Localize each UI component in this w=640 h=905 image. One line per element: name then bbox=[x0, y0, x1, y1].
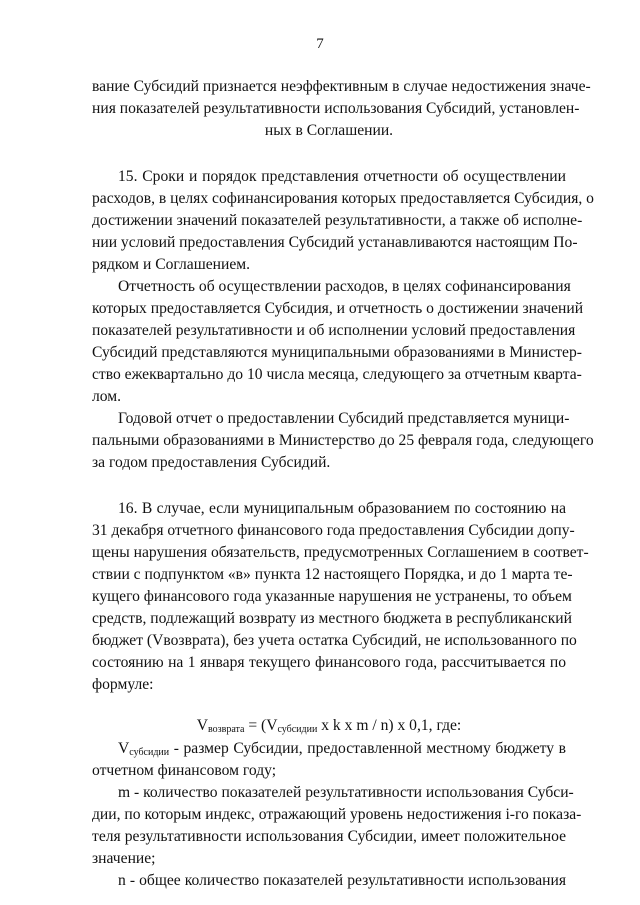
text-line: щены нарушения обязательств, предусмотренных Соглашением в соответ- bbox=[92, 544, 589, 561]
definition-v-subsidii: $V_{субсидии}$ - размер Субсидии, предоставленной местному бюджету в bbox=[118, 740, 566, 758]
text-line: значение; bbox=[92, 850, 156, 867]
formula: $V_{возврата} = (V_{субсидии}$ x k x m / n) x 0,1, где: bbox=[196, 717, 462, 735]
text-line: ных в Соглашении. bbox=[264, 122, 394, 139]
text-line: достижении значений показателей результативности, а также об исполне- bbox=[92, 212, 583, 229]
text-line: состоянию на 1 января текущего финансового года, рассчитывается по bbox=[92, 654, 566, 671]
text-line: отчетном финансовом году; bbox=[92, 762, 277, 779]
text-line: 16. В случае, если муниципальным образованием по состоянию на bbox=[118, 500, 566, 517]
text-line: вание Субсидий признается неэффективным в случае недостижения значе- bbox=[92, 78, 591, 95]
text-line: теля результативности использования Субсидии, имеет положительное bbox=[92, 828, 566, 845]
text-line: рядком и Соглашением. bbox=[92, 256, 251, 273]
text-line: ствии с подпунктом «в» пункта 12 настоящего Порядка, и до 1 марта те- bbox=[92, 566, 573, 583]
text-line: 15. Сроки и порядок представления отчетности об осуществлении bbox=[118, 168, 566, 185]
text-line: пальными образованиями в Министерство до 25 февраля года, следующего bbox=[92, 432, 594, 449]
text-line: лом. bbox=[92, 388, 122, 405]
text-line: кущего финансового года указанные нарушения не устранены, то объем bbox=[92, 588, 572, 605]
text-line: показателей результативности и об исполнении условий предоставления bbox=[92, 322, 576, 339]
text-line: за годом предоставления Субсидий. bbox=[92, 454, 331, 471]
text-line: формуле: bbox=[92, 676, 154, 693]
text-line: дии, по которым индекс, отражающий уровень недостижения i-го показа- bbox=[92, 806, 582, 823]
page-number: 7 bbox=[316, 36, 324, 52]
text-line: m - количество показателей результативности использования Субси- bbox=[118, 784, 574, 801]
text-line: бюджет (Vвозврата), без учета остатка Субсидий, не использованного по bbox=[92, 632, 577, 649]
text-line: нии условий предоставления Субсидий устанавливаются настоящим По- bbox=[92, 234, 578, 251]
text-line: ство ежеквартально до 10 числа месяца, следующего за отчетным кварта- bbox=[92, 366, 582, 383]
text-line: n - общее количество показателей результативности использования bbox=[118, 872, 566, 889]
text-line: Годовой отчет о предоставлении Субсидий представляется муници- bbox=[118, 410, 570, 427]
text-line: которых предоставляется Субсидия, и отчетность о достижении значений bbox=[92, 300, 584, 317]
text-line: Субсидий представляются муниципальными образованиями в Министер- bbox=[92, 344, 582, 361]
text-line: средств, подлежащий возврату из местного бюджета в республиканский bbox=[92, 610, 572, 627]
text-line: Отчетность об осуществлении расходов, в целях софинансирования bbox=[118, 278, 571, 295]
text-line: ния показателей результативности использования Субсидий, установлен- bbox=[92, 100, 580, 117]
text-line: 31 декабря отчетного финансового года предоставления Субсидии допу- bbox=[92, 522, 575, 539]
text-line: расходов, в целях софинансирования которых предоставляется Субсидия, о bbox=[92, 190, 594, 207]
